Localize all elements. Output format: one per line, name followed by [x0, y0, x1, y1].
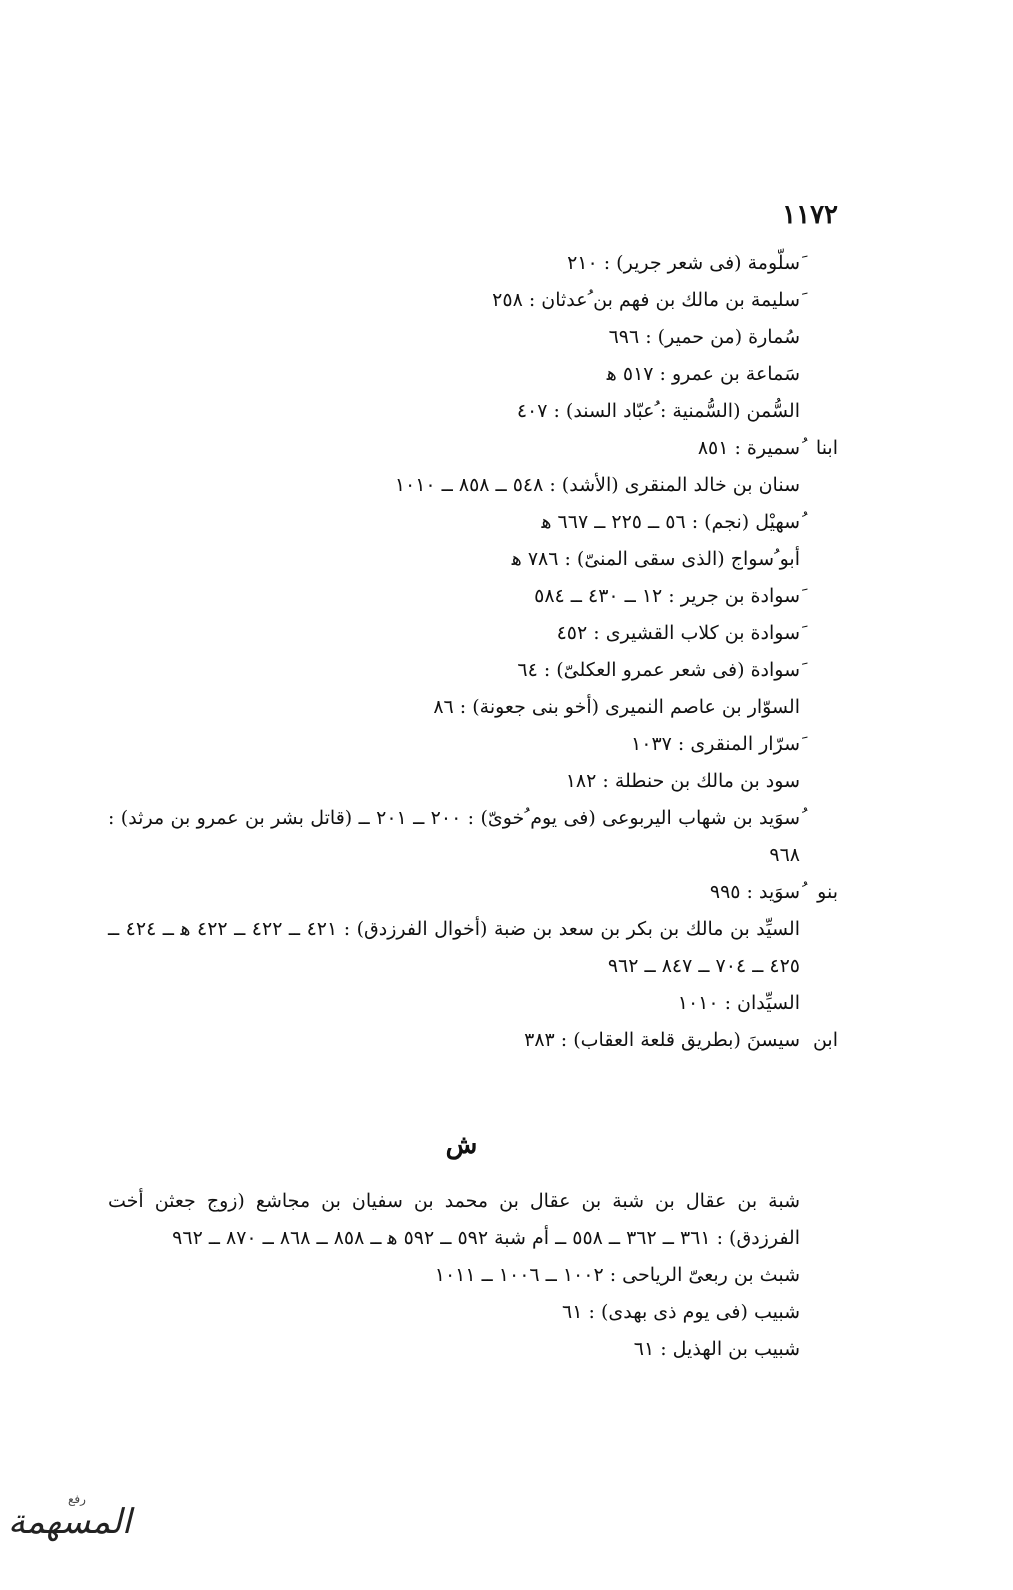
index-entry: [108, 1294, 838, 1331]
index-entry: [108, 615, 838, 652]
entry-text: سيسنَ (بطريق قلعة العقاب) : ٣٨٣: [524, 1029, 800, 1051]
entry-text: َسرّار المنقرى : ١٠٣٧: [631, 733, 800, 755]
entry-text: سود بن مالك بن حنطلة : ١٨٢: [565, 770, 800, 792]
index-list: [108, 245, 838, 1059]
entry-prefix: بنو: [817, 881, 838, 903]
index-entry: [108, 985, 838, 1022]
index-entry: [108, 356, 838, 393]
entry-text: السُّمن (السُّمنية : ُعبّاد السند) : ٤٠٧: [516, 400, 800, 422]
entry-text: سنان بن خالد المنقرى (الأشد) : ٥٤٨ ــ ٨٥٨ ــ ١٠١٠: [394, 474, 800, 496]
index-entry: [108, 726, 838, 763]
entry-text: السيِّد بن مالك بن بكر بن سعد بن ضبة (أخوال الفرزدق) : ٤٢١ ــ ٤٢٢ ــ ٤٢٢ ﻫ ــ ٤٢٤ ــ ٤٢٥ ــ ٧٠٤ ــ ٨٤٧ ــ ٩٦٢: [108, 918, 800, 977]
entry-text: َسوادة (فى شعر عمرو العكلىّ) : ٦٤: [517, 659, 800, 681]
index-entry: [108, 874, 838, 911]
page-number: ١١٧٢: [782, 200, 838, 230]
index-entry: [108, 282, 838, 319]
entry-text: سُمارة (من حمير) : ٦٩٦: [608, 326, 800, 348]
index-list-section-shin: [108, 1183, 838, 1368]
entry-text: ُسميرة : ٨٥١: [697, 437, 800, 459]
index-entry: [108, 800, 838, 874]
index-entry: [108, 393, 838, 430]
entry-text: السيِّدان : ١٠١٠: [677, 992, 800, 1014]
index-entry: [108, 911, 838, 985]
index-entry: [108, 245, 838, 282]
index-entry: [108, 763, 838, 800]
index-entry: [108, 1183, 838, 1257]
index-entry: [108, 689, 838, 726]
entry-text: َسوادة بن جرير : ١٢ ــ ٤٣٠ ــ ٥٨٤: [534, 585, 800, 607]
watermark-main-text: المسهمة: [8, 1502, 132, 1542]
index-entry: [108, 504, 838, 541]
entry-prefix: ابن: [812, 1029, 838, 1051]
index-entry: [108, 1331, 838, 1368]
entry-text: أبو ُسواج (الذى سقى المنىّ) : ٧٨٦ ﻫ: [511, 548, 800, 570]
publisher-watermark-logo: [8, 1492, 143, 1572]
entry-prefix: ابنا: [815, 437, 838, 459]
entry-text: شبيب (فى يوم ذى بهدى) : ٦١: [562, 1301, 800, 1323]
index-entry: [108, 319, 838, 356]
section-heading: ش: [445, 1130, 478, 1160]
entry-text: السوّار بن عاصم النميرى (أخو بنى جعونة) : ٨٦: [433, 696, 800, 718]
watermark-top-text: رفع: [68, 1492, 86, 1506]
entry-text: َسوادة بن كلاب القشيرى : ٤٥٢: [556, 622, 800, 644]
index-entry: [108, 1257, 838, 1294]
entry-text: شبث بن ربعىّ الرياحى : ١٠٠٢ ــ ١٠٠٦ ــ ١٠١١: [434, 1264, 800, 1286]
entry-text: ُسوَيد بن شهاب اليربوعى (فى يوم ُخوىّ) : ٢٠٠ ــ ٢٠١ ــ (قاتل بشر بن عمرو بن مرثد) : ٩٦٨: [108, 807, 800, 866]
index-entry: [108, 652, 838, 689]
entry-text: َسليمة بن مالك بن فهم بن ُعدثان : ٢٥٨: [492, 289, 800, 311]
entry-text: شبة بن عقال بن شبة بن عقال بن محمد بن سفيان بن مجاشع (زوج جعثن أخت الفرزدق) : ٣٦١ ــ ٣٦٢ ــ ٥٥٨ ــ أم شبة ٥٩٢ ــ ٥٩٢ ﻫ ــ ٨٥٨ ــ ٨٦٨ ــ ٨٧٠ ــ ٩٦٢: [108, 1190, 800, 1249]
entry-text: ُسهيْل (نجم) : ٥٦ ــ ٢٢٥ ــ ٦٦٧ ﻫ: [541, 511, 800, 533]
entry-text: ُسوَيد : ٩٩٥: [709, 881, 800, 903]
index-entry: [108, 1022, 838, 1059]
entry-text: سَماعة بن عمرو : ٥١٧ ﻫ: [606, 363, 800, 385]
index-entry: [108, 541, 838, 578]
index-entry: [108, 430, 838, 467]
index-entry: [108, 578, 838, 615]
entry-text: شبيب بن الهذيل : ٦١: [633, 1338, 800, 1360]
entry-text: َسلّومة (فى شعر جرير) : ٢١٠: [567, 252, 800, 274]
index-entry: [108, 467, 838, 504]
